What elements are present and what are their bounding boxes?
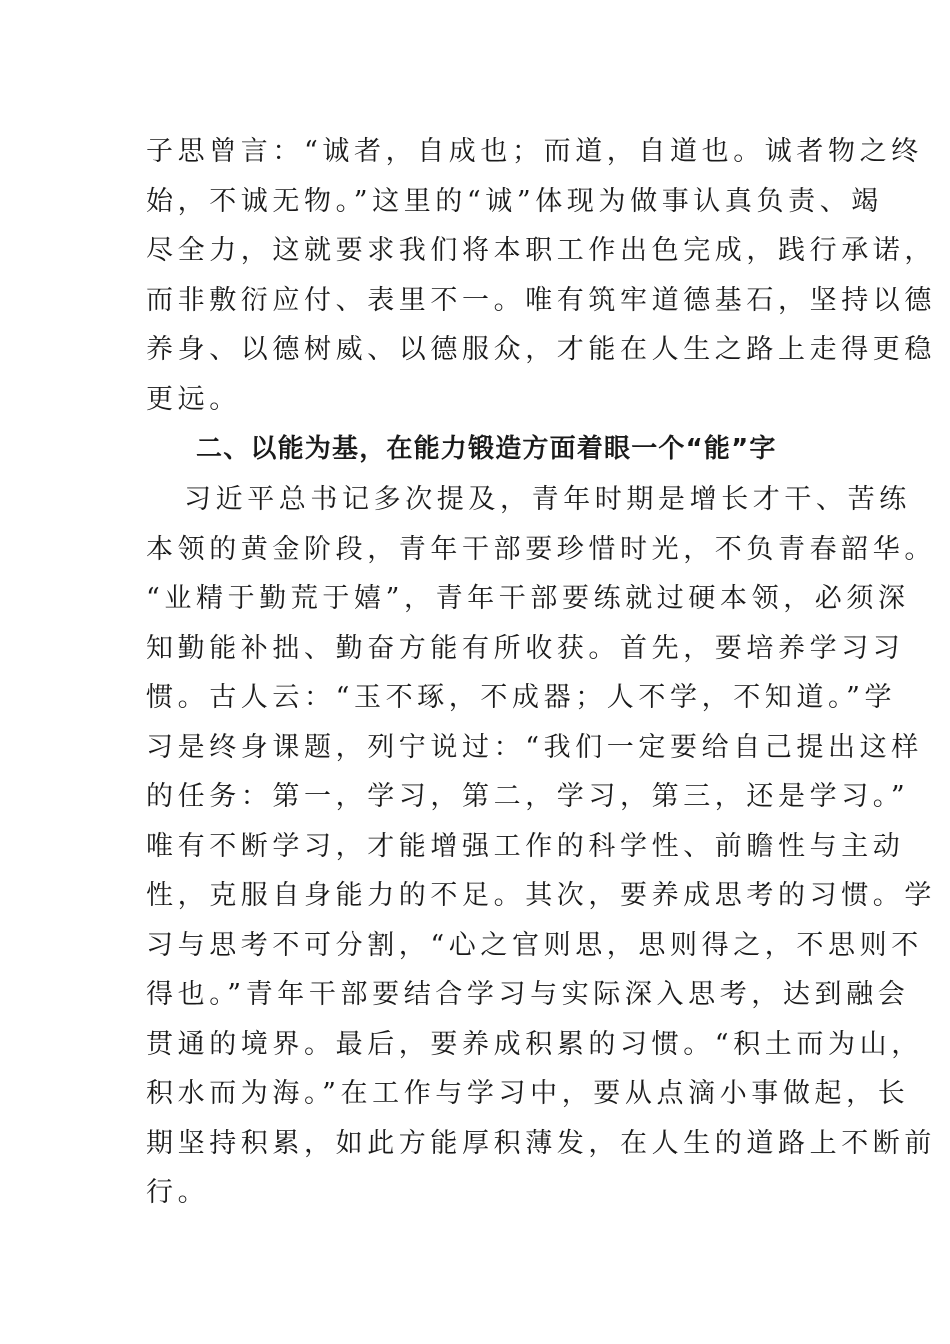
paragraph-line: “业精于勤荒于嬉”，青年干部要练就过硬本领，必须深 bbox=[146, 583, 910, 614]
paragraph-line: 的任务：第一，学习，第二，学习，第三，还是学习。” bbox=[146, 781, 910, 812]
paragraph-line: 积水而为海。”在工作与学习中，要从点滴小事做起，长 bbox=[146, 1078, 910, 1109]
paragraph-line: 习是终身课题，列宁说过：“我们一定要给自己提出这样 bbox=[146, 731, 923, 763]
paragraph-line: 养身、以德树威、以德服众，才能在人生之路上走得更稳 bbox=[146, 334, 936, 365]
paragraph-line: 始，不诚无物。”这里的“诚”体现为做事认真负责、竭 bbox=[146, 185, 883, 217]
paragraph-line: 知勤能补拙、勤奋方能有所收获。首先，要培养学习习 bbox=[146, 632, 905, 664]
paragraph-line: 惯。古人云：“玉不琢，不成器；人不学，不知道。”学 bbox=[146, 682, 897, 713]
paragraph-line: 贯通的境界。最后，要养成积累的习惯。“积土而为山， bbox=[146, 1028, 923, 1060]
paragraph-line: 习与思考不可分割，“心之官则思，思则得之，不思则不 bbox=[146, 929, 923, 961]
paragraph-line: 得也。”青年干部要结合学习与实际深入思考，达到融会 bbox=[146, 979, 910, 1010]
paragraph-integrity bbox=[146, 127, 936, 424]
section-heading: 二、以能为基，在能力锻造方面着眼一个“能”字 bbox=[196, 434, 777, 464]
paragraph-line: 唯有不断学习，才能增强工作的科学性、前瞻性与主动 bbox=[146, 830, 905, 862]
paragraph-line: 本领的黄金阶段，青年干部要珍惜时光，不负青春韶华。 bbox=[146, 533, 936, 565]
paragraph-line: 子思曾言：“诚者，自成也；而道，自道也。诚者物之终 bbox=[146, 136, 923, 167]
paragraph-line: 习近平总书记多次提及，青年时期是增长才干、苦练 bbox=[184, 484, 911, 515]
paragraph-line: 行。 bbox=[146, 1177, 210, 1208]
paragraph-line: 更远。 bbox=[146, 383, 241, 415]
paragraph-line: 性，克服自身能力的不足。其次，要养成思考的习惯。学 bbox=[146, 880, 936, 911]
paragraph-ability bbox=[146, 475, 936, 1218]
paragraph-line: 而非敷衍应付、表里不一。唯有筑牢道德基石，坚持以德 bbox=[146, 284, 936, 316]
paragraph-line: 期坚持积累，如此方能厚积薄发，在人生的道路上不断前 bbox=[146, 1127, 936, 1159]
paragraph-line: 尽全力，这就要求我们将本职工作出色完成，践行承诺， bbox=[146, 235, 936, 266]
